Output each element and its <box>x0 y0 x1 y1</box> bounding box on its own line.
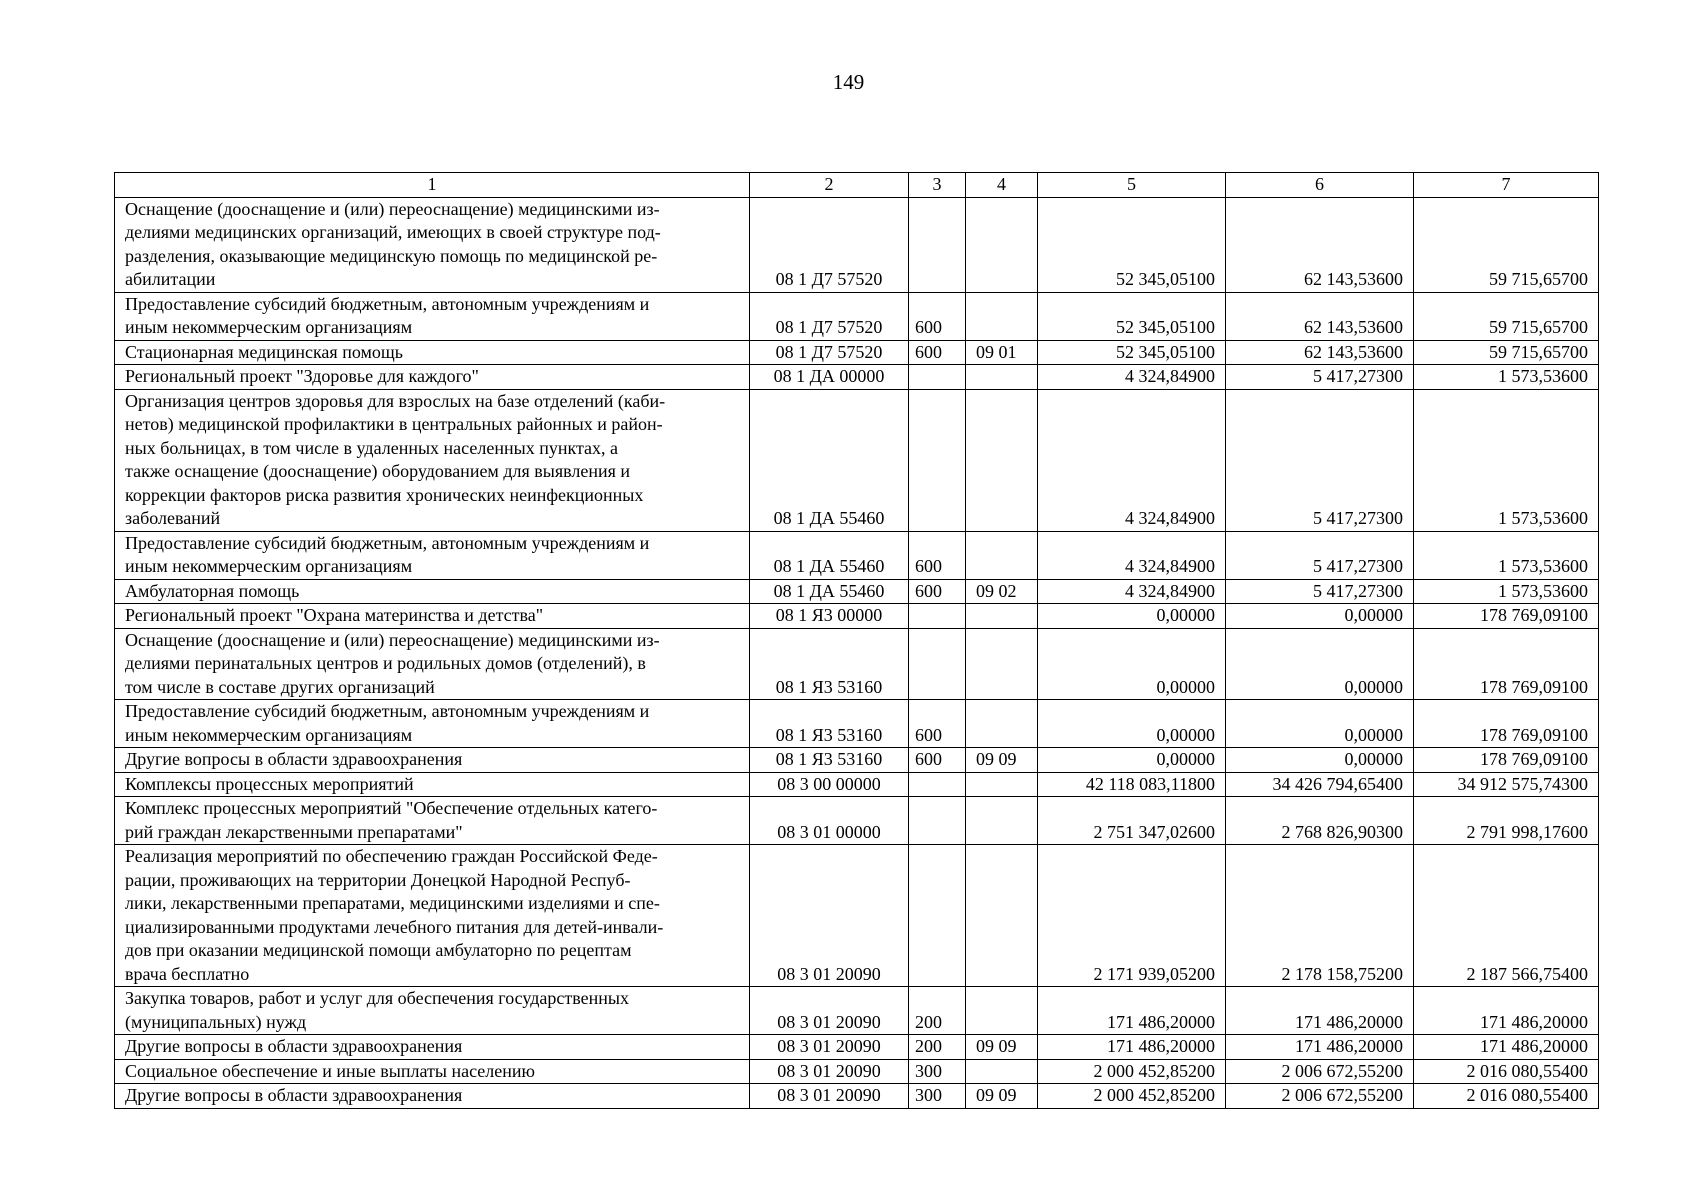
row-name-line: Закупка товаров, работ и услуг для обеспечения государственных <box>125 988 630 1008</box>
row-name-cell <box>115 845 750 987</box>
table-body <box>115 173 1599 1109</box>
table-row <box>115 604 1599 629</box>
amount-col7-cell: 171 486,20000 <box>1414 987 1599 1035</box>
program-code-cell: 08 1 Д7 57520 <box>750 340 909 365</box>
program-code-cell: 08 1 ДА 55460 <box>750 531 909 579</box>
table-row <box>115 197 1599 292</box>
amount-col6-cell: 0,00000 <box>1226 628 1414 700</box>
row-name-line: рации, проживающих на территории Донецкой Народной Респуб- <box>125 869 631 890</box>
program-code-cell: 08 3 01 20090 <box>750 1059 909 1084</box>
table-row <box>115 579 1599 604</box>
row-name-line: иным некоммерческим организациям <box>125 724 413 745</box>
header-cell: 1 <box>115 173 750 198</box>
row-name-line: дов при оказании медицинской помощи амбулаторно по рецептам <box>125 940 632 960</box>
amount-col6-cell: 5 417,27300 <box>1226 579 1414 604</box>
table-header-row <box>115 173 1599 198</box>
program-code-cell: 08 3 01 20090 <box>750 987 909 1035</box>
row-name-line: Предоставление субсидий бюджетным, автономным учреждениям и <box>125 701 650 721</box>
row-name-line: Предоставление субсидий бюджетным, автономным учреждениям и <box>125 293 650 314</box>
amount-col5-cell: 2 000 452,85200 <box>1038 1059 1226 1084</box>
row-name-cell <box>115 365 750 390</box>
row-name-line: нетов) медицинской профилактики в центральных районных и район- <box>125 414 663 434</box>
program-code-cell: 08 1 Я3 53160 <box>750 628 909 700</box>
amount-col7-cell: 178 769,09100 <box>1414 604 1599 629</box>
amount-col6-cell: 0,00000 <box>1226 748 1414 773</box>
row-name-cell <box>115 1059 750 1084</box>
table-row <box>115 628 1599 700</box>
amount-col7-cell: 1 573,53600 <box>1414 531 1599 579</box>
row-name-line: Другие вопросы в области здравоохранения <box>125 749 463 769</box>
table-row <box>115 797 1599 845</box>
amount-col5-cell: 2 000 452,85200 <box>1038 1084 1226 1109</box>
expense-type-cell <box>909 772 966 797</box>
table-row <box>115 845 1599 987</box>
row-name-line: разделения, оказывающие медицинскую помощь по медицинской ре- <box>125 245 658 266</box>
expense-type-cell <box>909 797 966 845</box>
section-code-cell: 09 09 <box>966 748 1038 773</box>
section-code-cell <box>966 797 1038 845</box>
row-name-line: коррекции факторов риска развития хронических неинфекционных <box>125 484 644 505</box>
row-name-cell <box>115 1035 750 1060</box>
amount-col6-cell: 2 006 672,55200 <box>1226 1059 1414 1084</box>
section-code-cell <box>966 292 1038 340</box>
expense-type-cell <box>909 365 966 390</box>
row-name-line: также оснащение (дооснащение) оборудованием для выявления и <box>125 461 631 481</box>
table-row <box>115 340 1599 365</box>
amount-col5-cell: 52 345,05100 <box>1038 197 1226 292</box>
program-code-cell: 08 3 01 20090 <box>750 1035 909 1060</box>
row-name-line: Другие вопросы в области здравоохранения <box>125 1085 463 1105</box>
program-code-cell: 08 3 01 20090 <box>750 1084 909 1109</box>
program-code-cell: 08 1 Д7 57520 <box>750 197 909 292</box>
row-name-cell <box>115 579 750 604</box>
row-name-cell <box>115 987 750 1035</box>
budget-table <box>114 172 1599 1109</box>
section-code-cell <box>966 365 1038 390</box>
amount-col6-cell: 0,00000 <box>1226 604 1414 629</box>
table-row <box>115 1059 1599 1084</box>
amount-col6-cell: 171 486,20000 <box>1226 987 1414 1035</box>
expense-type-cell <box>909 845 966 987</box>
program-code-cell: 08 1 ДА 00000 <box>750 365 909 390</box>
amount-col6-cell: 2 178 158,75200 <box>1226 845 1414 987</box>
table-row <box>115 292 1599 340</box>
amount-col6-cell: 5 417,27300 <box>1226 365 1414 390</box>
amount-col7-cell: 171 486,20000 <box>1414 1035 1599 1060</box>
expense-type-cell <box>909 389 966 531</box>
row-name-line: рий граждан лекарственными препаратами" <box>125 821 463 842</box>
row-name-line: абилитации <box>125 269 216 289</box>
row-name-cell <box>115 628 750 700</box>
expense-type-cell: 200 <box>909 987 966 1035</box>
section-code-cell: 09 09 <box>966 1084 1038 1109</box>
row-name-line: ных больницах, в том числе в удаленных населенных пунктах, а <box>125 437 619 458</box>
row-name-line: врача бесплатно <box>125 963 250 984</box>
amount-col6-cell: 62 143,53600 <box>1226 292 1414 340</box>
row-name-cell <box>115 797 750 845</box>
section-code-cell <box>966 531 1038 579</box>
expense-type-cell: 200 <box>909 1035 966 1060</box>
section-code-cell <box>966 628 1038 700</box>
amount-col5-cell: 52 345,05100 <box>1038 340 1226 365</box>
section-code-cell: 09 02 <box>966 579 1038 604</box>
table-row <box>115 700 1599 748</box>
page-number: 149 <box>832 70 865 94</box>
amount-col5-cell: 2 751 347,02600 <box>1038 797 1226 845</box>
section-code-cell <box>966 987 1038 1035</box>
amount-col5-cell: 171 486,20000 <box>1038 1035 1226 1060</box>
table-row <box>115 365 1599 390</box>
row-name-cell <box>115 604 750 629</box>
amount-col7-cell: 178 769,09100 <box>1414 748 1599 773</box>
row-name-line: Организация центров здоровья для взрослых на базе отделений (каби- <box>125 390 666 411</box>
amount-col5-cell: 4 324,84900 <box>1038 365 1226 390</box>
amount-col6-cell: 5 417,27300 <box>1226 389 1414 531</box>
header-cell: 7 <box>1414 173 1599 198</box>
table-row <box>115 772 1599 797</box>
section-code-cell <box>966 772 1038 797</box>
amount-col7-cell: 2 791 998,17600 <box>1414 797 1599 845</box>
amount-col7-cell: 1 573,53600 <box>1414 579 1599 604</box>
amount-col7-cell: 59 715,65700 <box>1414 292 1599 340</box>
amount-col5-cell: 2 171 939,05200 <box>1038 845 1226 987</box>
row-name-cell <box>115 340 750 365</box>
table-row <box>115 389 1599 531</box>
header-cell: 4 <box>966 173 1038 198</box>
amount-col6-cell: 171 486,20000 <box>1226 1035 1414 1060</box>
table-row <box>115 531 1599 579</box>
row-name-cell <box>115 772 750 797</box>
expense-type-cell <box>909 197 966 292</box>
row-name-line: Другие вопросы в области здравоохранения <box>125 1036 463 1056</box>
header-cell: 3 <box>909 173 966 198</box>
row-name-line: том числе в составе других организаций <box>125 676 435 697</box>
table-row <box>115 1084 1599 1109</box>
expense-type-cell: 600 <box>909 579 966 604</box>
amount-col7-cell: 2 187 566,75400 <box>1414 845 1599 987</box>
amount-col6-cell: 34 426 794,65400 <box>1226 772 1414 797</box>
table-row <box>115 748 1599 773</box>
header-cell: 5 <box>1038 173 1226 198</box>
row-name-line: Комплекс процессных мероприятий "Обеспечение отдельных катего- <box>125 798 658 818</box>
program-code-cell: 08 1 Д7 57520 <box>750 292 909 340</box>
expense-type-cell <box>909 628 966 700</box>
program-code-cell: 08 3 01 00000 <box>750 797 909 845</box>
expense-type-cell: 600 <box>909 748 966 773</box>
expense-type-cell: 600 <box>909 531 966 579</box>
program-code-cell: 08 1 ДА 55460 <box>750 579 909 604</box>
program-code-cell: 08 1 ДА 55460 <box>750 389 909 531</box>
amount-col5-cell: 0,00000 <box>1038 748 1226 773</box>
row-name-line: Региональный проект "Здоровье для каждого" <box>125 366 479 386</box>
row-name-line: Оснащение (дооснащение и (или) переоснащение) медицинскими из- <box>125 198 660 219</box>
expense-type-cell: 300 <box>909 1084 966 1109</box>
expense-type-cell <box>909 604 966 629</box>
amount-col7-cell: 1 573,53600 <box>1414 365 1599 390</box>
row-name-line: заболеваний <box>125 508 221 528</box>
program-code-cell: 08 1 Я3 53160 <box>750 700 909 748</box>
section-code-cell <box>966 700 1038 748</box>
section-code-cell <box>966 604 1038 629</box>
row-name-line: Амбулаторная помощь <box>125 580 300 601</box>
row-name-cell <box>115 531 750 579</box>
expense-type-cell: 600 <box>909 700 966 748</box>
amount-col7-cell: 2 016 080,55400 <box>1414 1059 1599 1084</box>
amount-col7-cell: 34 912 575,74300 <box>1414 772 1599 797</box>
program-code-cell: 08 3 01 20090 <box>750 845 909 987</box>
amount-col6-cell: 0,00000 <box>1226 700 1414 748</box>
table-row <box>115 1035 1599 1060</box>
row-name-line: Оснащение (дооснащение и (или) переоснащение) медицинскими из- <box>125 629 660 650</box>
program-code-cell: 08 1 Я3 00000 <box>750 604 909 629</box>
amount-col5-cell: 0,00000 <box>1038 628 1226 700</box>
row-name-line: Реализация мероприятий по обеспечению граждан Российской Феде- <box>125 846 658 866</box>
program-code-cell: 08 3 00 00000 <box>750 772 909 797</box>
header-cell: 2 <box>750 173 909 198</box>
row-name-line: делиями медицинских организаций, имеющих в своей структуре под- <box>125 222 661 242</box>
amount-col5-cell: 4 324,84900 <box>1038 531 1226 579</box>
row-name-line: (муниципальных) нужд <box>125 1011 307 1032</box>
amount-col7-cell: 178 769,09100 <box>1414 628 1599 700</box>
row-name-line: делиями перинатальных центров и родильных домов (отделений), в <box>125 653 646 673</box>
amount-col6-cell: 2 006 672,55200 <box>1226 1084 1414 1109</box>
row-name-cell <box>115 1084 750 1109</box>
amount-col5-cell: 0,00000 <box>1038 604 1226 629</box>
amount-col5-cell: 42 118 083,11800 <box>1038 772 1226 797</box>
amount-col5-cell: 4 324,84900 <box>1038 579 1226 604</box>
amount-col5-cell: 171 486,20000 <box>1038 987 1226 1035</box>
amount-col7-cell: 59 715,65700 <box>1414 340 1599 365</box>
program-code-cell: 08 1 Я3 53160 <box>750 748 909 773</box>
row-name-line: Предоставление субсидий бюджетным, автономным учреждениям и <box>125 532 650 553</box>
amount-col7-cell: 178 769,09100 <box>1414 700 1599 748</box>
section-code-cell <box>966 1059 1038 1084</box>
expense-type-cell: 600 <box>909 340 966 365</box>
row-name-line: лики, лекарственными препаратами, медицинскими изделиями и спе- <box>125 893 660 913</box>
amount-col6-cell: 62 143,53600 <box>1226 197 1414 292</box>
row-name-line: иным некоммерческим организациям <box>125 556 413 576</box>
section-code-cell: 09 09 <box>966 1035 1038 1060</box>
amount-col6-cell: 5 417,27300 <box>1226 531 1414 579</box>
header-cell: 6 <box>1226 173 1414 198</box>
amount-col7-cell: 2 016 080,55400 <box>1414 1084 1599 1109</box>
row-name-line: Стационарная медицинская помощь <box>125 341 403 362</box>
row-name-line: Региональный проект "Охрана материнства и детства" <box>125 605 544 625</box>
row-name-cell <box>115 700 750 748</box>
row-name-line: Социальное обеспечение и иные выплаты населению <box>125 1060 535 1081</box>
section-code-cell <box>966 389 1038 531</box>
section-code-cell: 09 01 <box>966 340 1038 365</box>
row-name-cell <box>115 389 750 531</box>
row-name-cell <box>115 748 750 773</box>
section-code-cell <box>966 845 1038 987</box>
row-name-cell <box>115 292 750 340</box>
row-name-line: циализированными продуктами лечебного питания для детей-инвали- <box>125 916 664 937</box>
table-row <box>115 987 1599 1035</box>
amount-col6-cell: 62 143,53600 <box>1226 340 1414 365</box>
expense-type-cell: 600 <box>909 292 966 340</box>
row-name-line: Комплексы процессных мероприятий <box>125 773 414 794</box>
row-name-line: иным некоммерческим организациям <box>125 317 413 337</box>
amount-col5-cell: 0,00000 <box>1038 700 1226 748</box>
row-name-cell <box>115 197 750 292</box>
amount-col5-cell: 52 345,05100 <box>1038 292 1226 340</box>
amount-col6-cell: 2 768 826,90300 <box>1226 797 1414 845</box>
amount-col7-cell: 59 715,65700 <box>1414 197 1599 292</box>
expense-type-cell: 300 <box>909 1059 966 1084</box>
section-code-cell <box>966 197 1038 292</box>
amount-col7-cell: 1 573,53600 <box>1414 389 1599 531</box>
amount-col5-cell: 4 324,84900 <box>1038 389 1226 531</box>
